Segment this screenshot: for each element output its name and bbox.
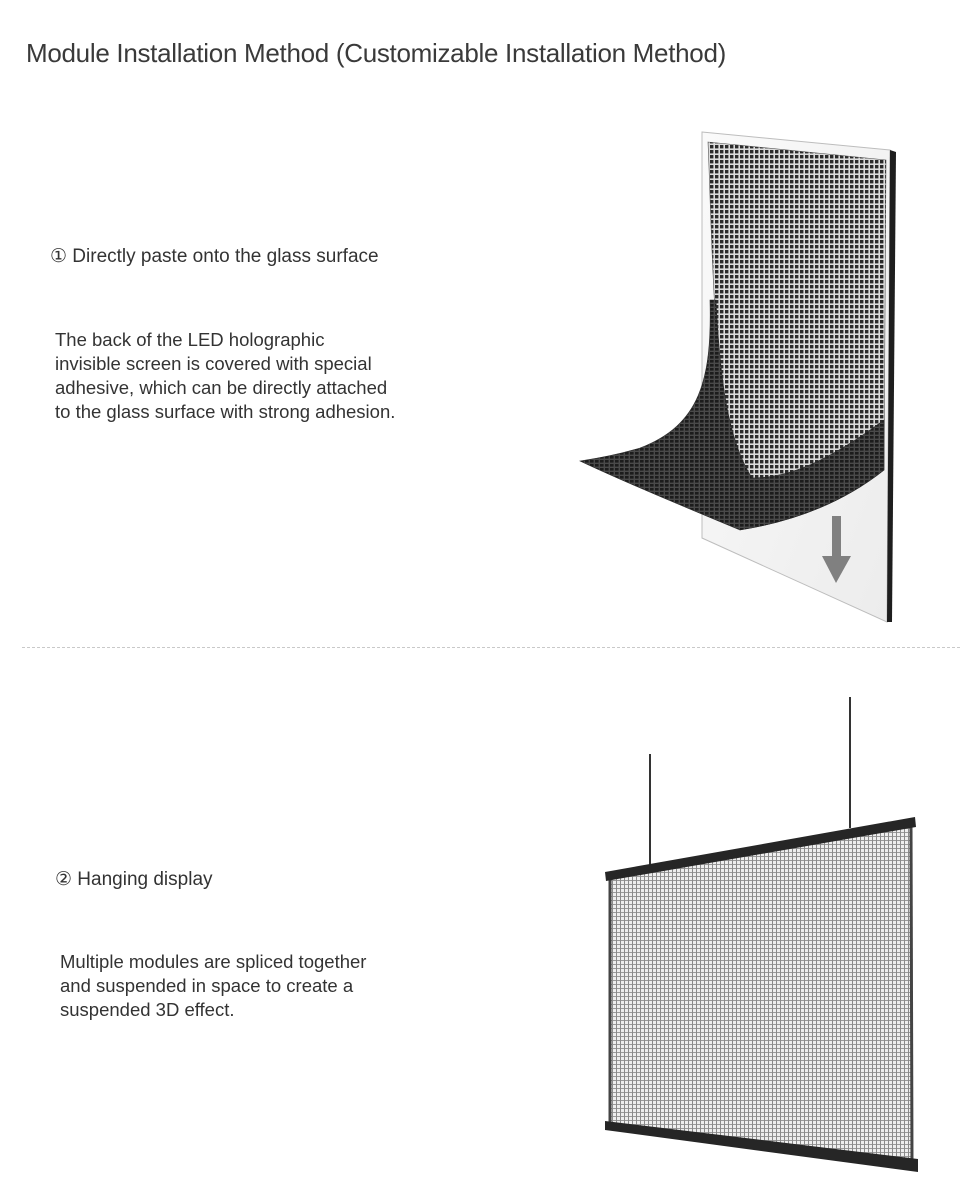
arrow-shaft — [832, 516, 841, 558]
frame-right — [911, 826, 912, 1165]
section-description-hanging — [60, 950, 366, 1022]
description-line: The back of the LED holographic — [55, 329, 325, 350]
description-line: to the glass surface with strong adhesion. — [55, 401, 396, 422]
section-description-paste — [55, 328, 395, 424]
description-line: adhesive, which can be directly attached — [55, 377, 388, 398]
description-line: Multiple modules are spliced together — [60, 951, 367, 972]
hanging-led-mesh — [610, 826, 912, 1162]
description-line: suspended 3D effect. — [60, 999, 235, 1020]
section-divider — [22, 647, 960, 648]
description-line: and suspended in space to create a — [60, 975, 354, 996]
hanging-led-screen-icon — [596, 690, 926, 1180]
led-film-peeling-onto-glass-icon — [560, 120, 920, 640]
description-line: invisible screen is covered with special — [55, 353, 372, 374]
section-heading-paste: ① Directly paste onto the glass surface — [50, 246, 379, 267]
page-title: Module Installation Method (Customizable Installation Method) — [26, 38, 726, 68]
section-heading-hanging: ② Hanging display — [55, 869, 213, 890]
